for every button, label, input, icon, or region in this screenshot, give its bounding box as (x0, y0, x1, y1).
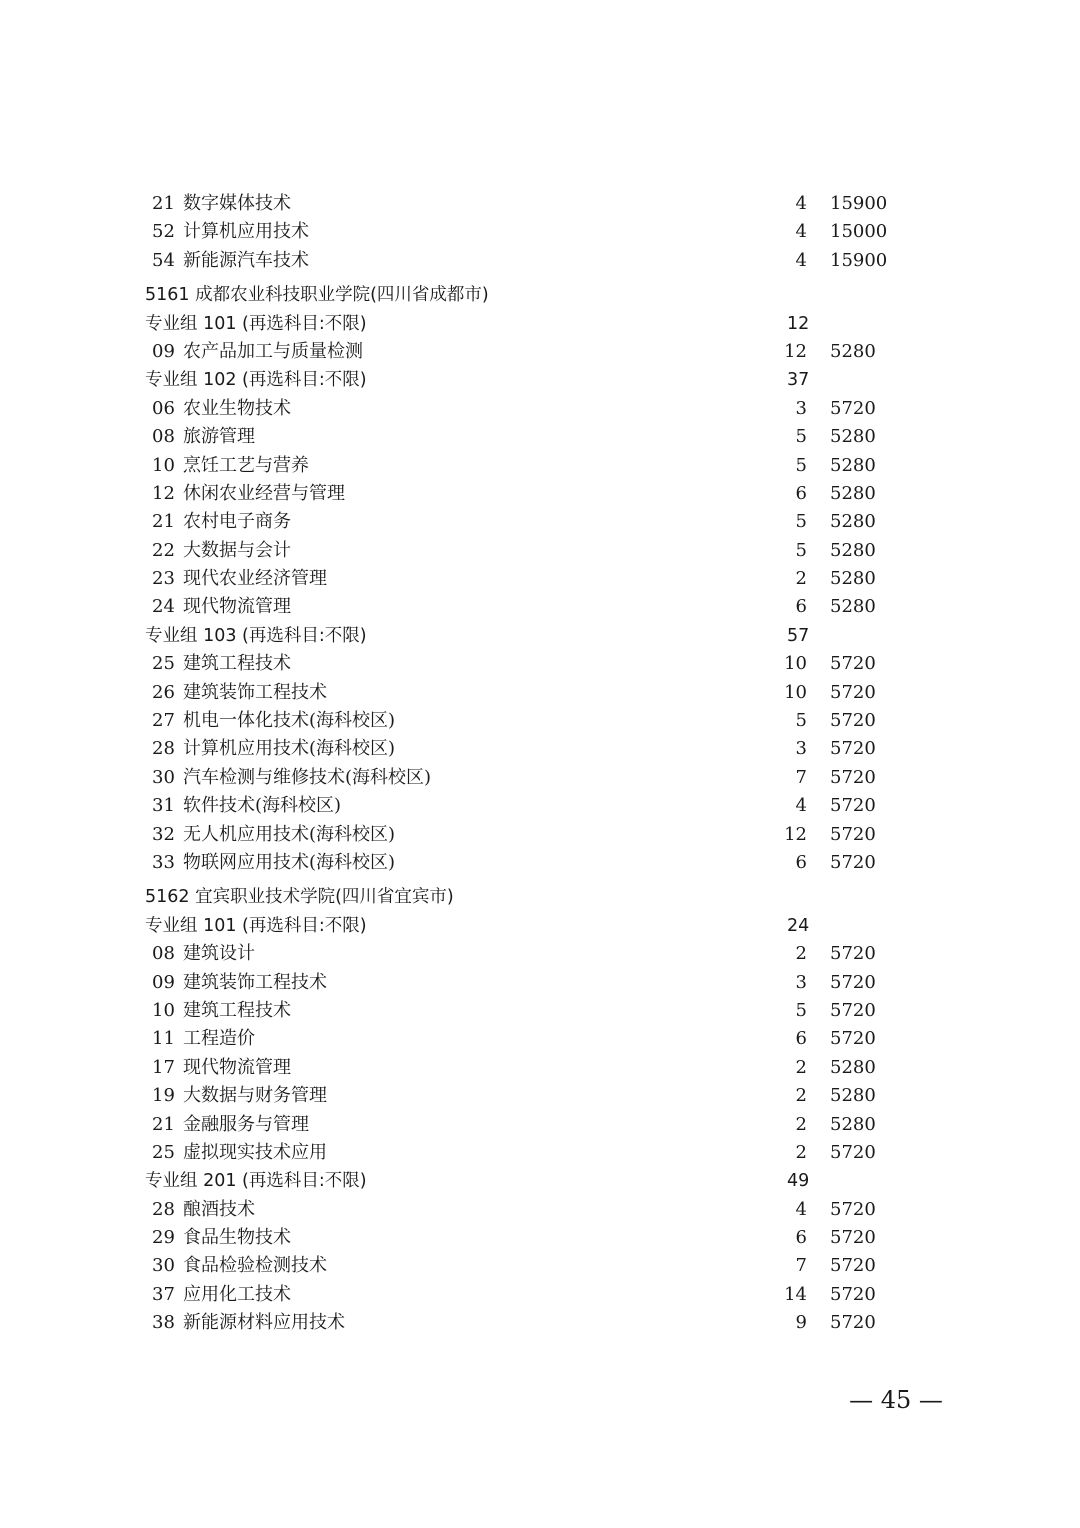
major-count: 4 (795, 193, 807, 214)
major-row (0, 190, 1080, 218)
major-count: 9 (795, 1312, 807, 1334)
major-code: 31 (152, 795, 175, 817)
major-name: 食品检验检测技术 (183, 1255, 327, 1277)
page-number: — 45 — (849, 1386, 943, 1414)
major-fee: 5720 (830, 653, 876, 675)
major-row (0, 1196, 1080, 1224)
major-name: 无人机应用技术(海科校区) (183, 823, 396, 845)
major-row (0, 849, 1080, 877)
major-row (0, 735, 1080, 763)
major-code: 27 (152, 710, 175, 732)
major-name: 大数据与财务管理 (183, 1085, 327, 1107)
major-fee: 5720 (830, 738, 876, 760)
major-row (0, 452, 1080, 480)
major-name: 食品生物技术 (183, 1227, 291, 1249)
major-code: 10 (152, 454, 175, 476)
group-count: 12 (787, 313, 810, 334)
major-count: 3 (795, 397, 807, 419)
major-fee: 5280 (830, 340, 876, 362)
major-name: 新能源材料应用技术 (183, 1312, 345, 1334)
major-fee: 5720 (830, 397, 876, 419)
major-count: 4 (795, 795, 807, 817)
major-row (0, 423, 1080, 451)
group-label: 专业组 201 (再选科目:不限) (145, 1171, 367, 1192)
major-code: 11 (152, 1028, 175, 1050)
major-row (0, 338, 1080, 366)
major-name: 建筑工程技术 (183, 653, 291, 675)
major-count: 4 (795, 221, 807, 243)
major-code: 06 (152, 397, 175, 419)
major-fee: 5720 (830, 1312, 876, 1334)
major-count: 5 (795, 511, 807, 533)
group-count: 37 (787, 370, 810, 391)
major-name: 机电一体化技术(海科校区) (183, 710, 396, 732)
major-name: 汽车检测与维修技术(海科校区) (183, 766, 432, 788)
major-fee: 5280 (830, 511, 876, 533)
major-fee: 5720 (830, 1255, 876, 1277)
major-row (0, 1281, 1080, 1309)
major-fee: 5280 (830, 426, 876, 448)
major-count: 4 (795, 249, 807, 271)
major-row (0, 969, 1080, 997)
major-count: 5 (795, 454, 807, 476)
major-count: 3 (795, 738, 807, 760)
major-name: 旅游管理 (183, 426, 255, 448)
major-name: 软件技术(海科校区) (183, 795, 342, 817)
major-row (0, 480, 1080, 508)
major-code: 23 (152, 568, 175, 590)
major-fee: 5280 (830, 1113, 876, 1135)
major-name: 酿酒技术 (183, 1198, 255, 1220)
major-name: 数字媒体技术 (183, 193, 291, 214)
major-count: 6 (795, 596, 807, 618)
major-row (0, 650, 1080, 678)
major-fee: 5280 (830, 1056, 876, 1078)
major-code: 25 (152, 1141, 175, 1163)
group-count: 24 (787, 915, 810, 936)
major-count: 10 (784, 653, 807, 675)
major-count: 6 (795, 1227, 807, 1249)
major-row (0, 247, 1080, 275)
major-count: 5 (795, 710, 807, 732)
major-count: 2 (795, 568, 807, 590)
major-code: 21 (152, 511, 175, 533)
major-row (0, 679, 1080, 707)
major-fee: 5720 (830, 823, 876, 845)
major-fee: 5280 (830, 539, 876, 561)
major-row (0, 821, 1080, 849)
major-code: 22 (152, 539, 175, 561)
major-fee: 5280 (830, 482, 876, 504)
major-name: 烹饪工艺与营养 (183, 454, 309, 476)
school-row (0, 883, 1080, 911)
major-row (0, 707, 1080, 735)
major-fee: 5280 (830, 596, 876, 618)
major-fee: 5720 (830, 851, 876, 873)
major-name: 建筑装饰工程技术 (183, 971, 327, 993)
school-row (0, 281, 1080, 309)
major-code: 30 (152, 766, 175, 788)
major-count: 4 (795, 1198, 807, 1220)
major-name: 应用化工技术 (183, 1283, 291, 1305)
major-fee: 5720 (830, 1141, 876, 1163)
major-count: 2 (795, 1113, 807, 1135)
group-row (0, 366, 1080, 394)
major-count: 2 (795, 1056, 807, 1078)
major-code: 08 (152, 426, 175, 448)
major-code: 32 (152, 823, 175, 845)
major-name: 建筑装饰工程技术 (183, 681, 327, 703)
major-row (0, 218, 1080, 246)
major-name: 休闲农业经营与管理 (183, 482, 345, 504)
major-code: 12 (152, 482, 175, 504)
major-fee: 5720 (830, 766, 876, 788)
major-code: 09 (152, 340, 175, 362)
major-count: 5 (795, 426, 807, 448)
major-row (0, 764, 1080, 792)
major-name: 建筑工程技术 (183, 999, 291, 1021)
major-count: 5 (795, 539, 807, 561)
major-code: 17 (152, 1056, 175, 1078)
major-row (0, 1224, 1080, 1252)
group-label: 专业组 101 (再选科目:不限) (145, 313, 367, 334)
major-fee: 5720 (830, 1198, 876, 1220)
major-code: 19 (152, 1085, 175, 1107)
major-count: 12 (784, 823, 807, 845)
major-code: 54 (152, 249, 175, 271)
major-code: 37 (152, 1283, 175, 1305)
major-name: 现代物流管理 (183, 596, 291, 618)
major-code: 28 (152, 1198, 175, 1220)
major-name: 现代农业经济管理 (183, 568, 327, 590)
major-count: 14 (784, 1283, 807, 1305)
major-name: 大数据与会计 (183, 539, 291, 561)
major-row (0, 1025, 1080, 1053)
major-code: 29 (152, 1227, 175, 1249)
major-fee: 5280 (830, 454, 876, 476)
major-fee: 5280 (830, 1085, 876, 1107)
major-fee: 5280 (830, 568, 876, 590)
major-code: 08 (152, 943, 175, 965)
major-name: 计算机应用技术 (183, 221, 309, 243)
major-row (0, 395, 1080, 423)
major-row (0, 537, 1080, 565)
major-count: 7 (795, 1255, 807, 1277)
school-label: 5162 宜宾职业技术学院(四川省宜宾市) (145, 887, 454, 908)
major-name: 新能源汽车技术 (183, 249, 309, 271)
major-fee: 5720 (830, 1028, 876, 1050)
major-name: 虚拟现实技术应用 (183, 1141, 327, 1163)
major-code: 24 (152, 596, 175, 618)
major-count: 2 (795, 1085, 807, 1107)
major-name: 工程造价 (183, 1028, 255, 1050)
major-count: 6 (795, 1028, 807, 1050)
major-row (0, 593, 1080, 621)
major-count: 12 (784, 340, 807, 362)
major-name: 建筑设计 (183, 943, 255, 965)
major-name: 农业生物技术 (183, 397, 291, 419)
major-code: 30 (152, 1255, 175, 1277)
major-row (0, 997, 1080, 1025)
group-row (0, 912, 1080, 940)
major-name: 现代物流管理 (183, 1056, 291, 1078)
major-code: 28 (152, 738, 175, 760)
major-code: 38 (152, 1312, 175, 1334)
major-fee: 5720 (830, 971, 876, 993)
group-label: 专业组 103 (再选科目:不限) (145, 625, 367, 646)
major-row (0, 940, 1080, 968)
major-row (0, 1139, 1080, 1167)
major-name: 计算机应用技术(海科校区) (183, 738, 396, 760)
major-fee: 15000 (830, 221, 888, 243)
major-count: 6 (795, 851, 807, 873)
major-fee: 5720 (830, 1227, 876, 1249)
admission-plan-list (0, 190, 1080, 1338)
major-count: 6 (795, 482, 807, 504)
group-row (0, 1167, 1080, 1195)
major-name: 农村电子商务 (183, 511, 291, 533)
group-count: 57 (787, 625, 810, 646)
major-row (0, 1111, 1080, 1139)
group-label: 专业组 101 (再选科目:不限) (145, 915, 367, 936)
major-code: 09 (152, 971, 175, 993)
major-name: 金融服务与管理 (183, 1113, 309, 1135)
major-row (0, 1309, 1080, 1337)
major-code: 26 (152, 681, 175, 703)
major-row (0, 1082, 1080, 1110)
major-row (0, 1252, 1080, 1280)
major-count: 2 (795, 1141, 807, 1163)
major-count: 10 (784, 681, 807, 703)
major-fee: 15900 (830, 249, 888, 271)
major-code: 33 (152, 851, 175, 873)
major-row (0, 792, 1080, 820)
group-row (0, 622, 1080, 650)
group-label: 专业组 102 (再选科目:不限) (145, 370, 367, 391)
major-fee: 5720 (830, 710, 876, 732)
group-count: 49 (787, 1171, 810, 1192)
major-fee: 5720 (830, 943, 876, 965)
major-row (0, 565, 1080, 593)
major-name: 农产品加工与质量检测 (183, 340, 363, 362)
major-code: 25 (152, 653, 175, 675)
major-fee: 5720 (830, 681, 876, 703)
major-fee: 15900 (830, 193, 888, 214)
major-code: 21 (152, 193, 175, 214)
major-count: 7 (795, 766, 807, 788)
major-count: 5 (795, 999, 807, 1021)
major-code: 10 (152, 999, 175, 1021)
major-fee: 5720 (830, 795, 876, 817)
major-count: 2 (795, 943, 807, 965)
major-fee: 5720 (830, 1283, 876, 1305)
school-label: 5161 成都农业科技职业学院(四川省成都市) (145, 285, 489, 306)
major-count: 3 (795, 971, 807, 993)
major-fee: 5720 (830, 999, 876, 1021)
major-name: 物联网应用技术(海科校区) (183, 851, 396, 873)
major-row (0, 1054, 1080, 1082)
major-code: 52 (152, 221, 175, 243)
major-code: 21 (152, 1113, 175, 1135)
major-row (0, 508, 1080, 536)
group-row (0, 310, 1080, 338)
